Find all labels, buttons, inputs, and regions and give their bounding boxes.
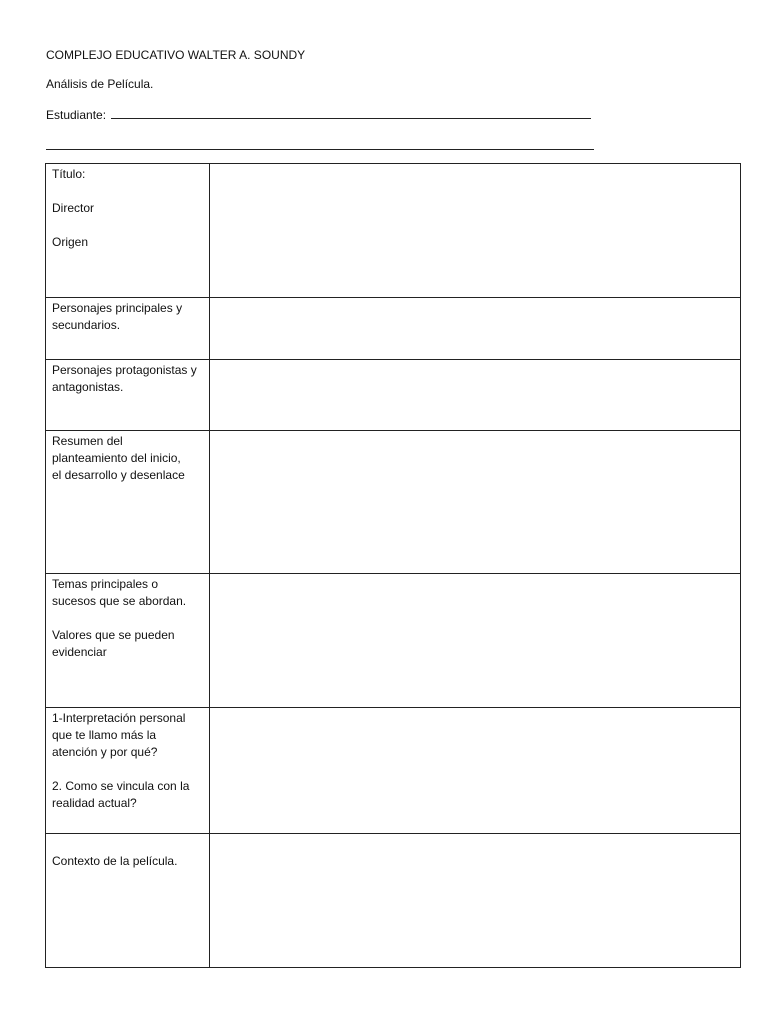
answer-cell-themes-values[interactable] <box>210 574 741 708</box>
school-name: COMPLEJO EDUCATIVO WALTER A. SOUNDY <box>46 48 306 62</box>
student-label: Estudiante: <box>46 108 107 122</box>
answer-cell-title-director-origin[interactable] <box>210 164 741 298</box>
student-field <box>46 106 591 122</box>
answer-cell-plot-summary[interactable] <box>210 431 741 574</box>
row-label-characters-main-secondary <box>46 298 210 360</box>
film-analysis-table <box>45 163 741 968</box>
label-line: Personajes protagonistas y <box>52 363 197 377</box>
label-line: Personajes principales y <box>52 301 183 315</box>
label-line: que te llamo más la <box>52 728 157 742</box>
label-line: Director <box>52 201 95 215</box>
answer-cell-personal-interpretation[interactable] <box>210 708 741 834</box>
label-line: Resumen del <box>52 434 123 448</box>
label-line: Temas principales o <box>52 577 159 591</box>
row-label-personal-interpretation <box>46 708 210 834</box>
table-row <box>46 164 741 298</box>
label-line: Contexto de la película. <box>52 854 178 868</box>
label-line: sucesos que se abordan. <box>52 594 187 608</box>
label-line: antagonistas. <box>52 380 124 394</box>
table-row <box>46 834 741 968</box>
label-line: atención y por qué? <box>52 745 158 759</box>
row-label-title-director-origin <box>46 164 210 298</box>
table-row <box>46 708 741 834</box>
label-line: Origen <box>52 235 89 249</box>
label-line: 1-Interpretación personal <box>52 711 186 725</box>
table-row <box>46 431 741 574</box>
table-row <box>46 360 741 431</box>
table-row <box>46 574 741 708</box>
row-label-protagonists-antagonists <box>46 360 210 431</box>
row-label-plot-summary <box>46 431 210 574</box>
label-line: 2. Como se vincula con la <box>52 779 190 793</box>
label-line: Valores que se pueden <box>52 628 175 642</box>
answer-cell-characters-main-secondary[interactable] <box>210 298 741 360</box>
label-line: Título: <box>52 167 86 181</box>
label-line: realidad actual? <box>52 796 137 810</box>
student-name-blank[interactable] <box>111 106 591 119</box>
answer-cell-film-context[interactable] <box>210 834 741 968</box>
label-line: el desarrollo y desenlace <box>52 468 185 482</box>
student-name-blank-2[interactable] <box>46 137 594 150</box>
answer-cell-protagonists-antagonists[interactable] <box>210 360 741 431</box>
table-row <box>46 298 741 360</box>
label-line: secundarios. <box>52 318 121 332</box>
student-field-continuation <box>46 137 594 153</box>
label-line: planteamiento del inicio, <box>52 451 181 465</box>
document-subtitle: Análisis de Película. <box>46 77 154 91</box>
row-label-themes-values <box>46 574 210 708</box>
label-line: evidenciar <box>52 645 107 659</box>
row-label-film-context <box>46 834 210 968</box>
